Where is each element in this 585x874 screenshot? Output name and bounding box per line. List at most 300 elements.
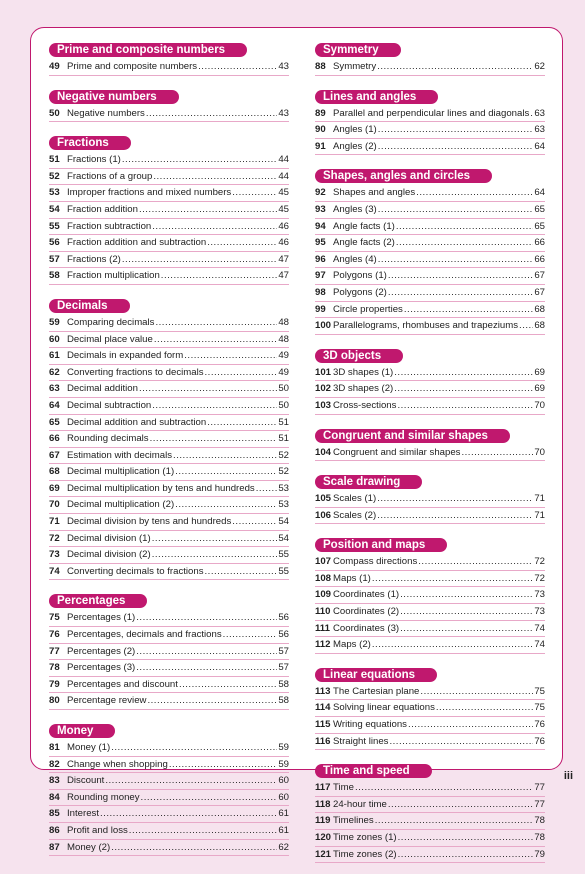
entry-title: Decimal division (2) (67, 549, 151, 561)
entry-page-number: 74 (534, 622, 545, 634)
toc-entry[interactable] (315, 571, 545, 588)
entry-title: Scales (1) (333, 493, 377, 505)
entry-title: Compass directions (333, 556, 418, 568)
entry-page-number: 59 (278, 742, 289, 753)
entry-title: Angle facts (1) (333, 220, 395, 232)
toc-entry[interactable] (315, 185, 545, 202)
toc-entry[interactable] (49, 677, 289, 694)
entry-number: 85 (49, 808, 60, 820)
entry-page-number: 76 (534, 719, 545, 731)
entry-title: Interest (67, 808, 99, 820)
toc-entry[interactable] (315, 734, 545, 751)
toc-entry[interactable] (315, 235, 545, 252)
entry-title: Money (1) (67, 742, 111, 753)
toc-section (315, 166, 545, 334)
toc-section (49, 721, 289, 856)
toc-entry[interactable] (49, 315, 289, 332)
entry-page-number: 44 (278, 154, 289, 166)
toc-entry[interactable] (49, 790, 289, 807)
dot-leader (223, 627, 278, 643)
entry-title: Rounding decimals (67, 433, 149, 445)
entry-title: Time (333, 782, 354, 794)
dot-leader (378, 139, 534, 155)
contents-page (30, 27, 563, 860)
dot-leader (400, 621, 533, 637)
entry-number: 96 (315, 253, 326, 265)
dot-leader (161, 268, 278, 284)
entry-title: The Cartesian plane (333, 685, 420, 697)
dot-leader (136, 610, 277, 626)
entry-title: Fraction addition and subtraction (67, 237, 207, 249)
dot-leader (141, 790, 278, 806)
entry-page-number: 69 (534, 366, 545, 378)
entry-number: 109 (315, 589, 332, 601)
entry-number: 50 (49, 107, 60, 119)
toc-entry[interactable] (315, 122, 545, 139)
entry-page-number: 73 (534, 589, 545, 601)
entry-page-number: 65 (534, 220, 545, 232)
toc-entry[interactable] (315, 398, 545, 415)
toc-entry[interactable] (49, 806, 289, 823)
toc-entry[interactable] (49, 381, 289, 398)
entry-number: 101 (315, 366, 332, 378)
toc-section (315, 665, 545, 750)
section-heading: Congruent and similar shapes (315, 429, 510, 443)
dot-leader (100, 806, 277, 822)
dot-leader (377, 491, 533, 507)
entry-number: 99 (315, 303, 326, 315)
entry-page-number: 49 (278, 350, 289, 362)
entry-page-number: 54 (278, 532, 289, 544)
entry-title: Prime and composite numbers (67, 61, 198, 72)
toc-section (315, 40, 545, 76)
toc-entry[interactable] (49, 235, 289, 252)
entry-title: Timelines (333, 815, 374, 827)
entry-page-number: 59 (278, 758, 289, 770)
toc-section (315, 761, 545, 863)
entry-number: 55 (49, 220, 60, 232)
dot-leader (111, 840, 277, 856)
entry-page-number: 70 (534, 446, 545, 458)
dot-leader (394, 381, 533, 397)
dot-leader (397, 398, 533, 414)
entry-number: 78 (49, 662, 60, 674)
toc-entry[interactable] (49, 757, 289, 774)
toc-section (49, 296, 289, 581)
toc-entry[interactable] (49, 840, 289, 857)
dot-leader (377, 59, 533, 75)
toc-entry[interactable] (315, 285, 545, 302)
toc-entry[interactable] (49, 59, 289, 76)
entry-page-number: 64 (534, 140, 545, 152)
toc-entry[interactable] (315, 318, 545, 335)
entry-number: 87 (49, 841, 60, 853)
toc-entry[interactable] (315, 106, 545, 123)
entry-title: Angle facts (2) (333, 237, 395, 249)
toc-entry[interactable] (49, 773, 289, 790)
entry-title: Fraction addition (67, 203, 138, 215)
toc-entry[interactable] (49, 564, 289, 581)
entry-title: Maps (1) (333, 572, 371, 584)
toc-entry[interactable] (315, 780, 545, 797)
entry-number: 120 (315, 832, 332, 843)
dot-leader (388, 797, 533, 813)
entry-page-number: 52 (278, 449, 289, 461)
entry-title: Converting decimals to fractions (67, 565, 204, 577)
toc-entry[interactable] (315, 445, 545, 462)
entry-title: Angles (1) (333, 124, 377, 136)
entry-page-number: 71 (534, 509, 545, 521)
entry-title: Decimal addition (67, 383, 138, 395)
toc-entry[interactable] (49, 332, 289, 349)
entry-page-number: 53 (278, 499, 289, 511)
entry-number: 58 (49, 270, 60, 282)
entry-title: Improper fractions and mixed numbers (67, 187, 232, 199)
entry-title: Discount (67, 775, 105, 787)
entry-title: Estimation with decimals (67, 449, 173, 461)
entry-number: 65 (49, 416, 60, 428)
entry-number: 112 (315, 639, 331, 651)
entry-page-number: 45 (278, 187, 289, 199)
entry-title: Decimal multiplication (2) (67, 499, 175, 511)
entry-number: 51 (49, 154, 60, 166)
entry-page-number: 63 (534, 107, 545, 119)
toc-entry[interactable] (315, 491, 545, 508)
entry-title: 3D shapes (2) (333, 383, 394, 395)
toc-entry[interactable] (315, 365, 545, 382)
entry-number: 118 (315, 798, 331, 810)
entry-page-number: 79 (534, 848, 545, 860)
toc-entry[interactable] (315, 59, 545, 76)
dot-leader (205, 365, 278, 381)
entry-page-number: 67 (534, 286, 545, 298)
entry-page-number: 47 (278, 270, 289, 282)
toc-entry[interactable] (315, 637, 545, 654)
toc-entry[interactable] (315, 268, 545, 285)
toc-entry[interactable] (49, 464, 289, 481)
section-heading: Linear equations (315, 668, 437, 682)
entry-title: Angles (2) (333, 140, 377, 152)
dot-leader (136, 644, 277, 660)
entry-page-number: 55 (278, 549, 289, 561)
entry-page-number: 56 (278, 629, 289, 641)
section-heading: Time and speed (315, 764, 432, 778)
toc-entry[interactable] (49, 348, 289, 365)
entry-title: Circle properties (333, 303, 403, 315)
toc-section (315, 535, 545, 654)
entry-title: Converting fractions to decimals (67, 366, 204, 378)
toc-entry[interactable] (49, 202, 289, 219)
toc-entry[interactable] (315, 717, 545, 734)
entry-title: Money (2) (67, 841, 111, 853)
entry-page-number: 62 (278, 841, 289, 853)
toc-entry[interactable] (49, 627, 289, 644)
entry-page-number: 77 (534, 798, 545, 810)
entry-title: Cross-sections (333, 399, 397, 411)
entry-number: 67 (49, 449, 60, 461)
entry-page-number: 69 (534, 383, 545, 395)
toc-entry[interactable] (315, 621, 545, 638)
entry-page-number: 52 (278, 466, 289, 478)
entry-title: Fractions (1) (67, 154, 121, 166)
entry-title: Decimal multiplication (1) (67, 466, 175, 478)
dot-leader (377, 508, 533, 524)
toc-entry[interactable] (315, 587, 545, 604)
toc-entry[interactable] (49, 152, 289, 169)
entry-title: Fractions (2) (67, 253, 121, 265)
section-heading: Fractions (49, 136, 131, 150)
entry-number: 111 (315, 622, 330, 634)
toc-entry[interactable] (315, 847, 545, 864)
toc-entry[interactable] (49, 693, 289, 710)
entry-title: Rounding money (67, 791, 140, 803)
entry-title: Decimal addition and subtraction (67, 416, 207, 428)
toc-entry[interactable] (315, 554, 545, 571)
entry-page-number: 50 (278, 383, 289, 395)
toc-entry[interactable] (49, 448, 289, 465)
entry-number: 83 (49, 775, 60, 787)
entry-page-number: 43 (278, 107, 289, 119)
dot-leader (394, 365, 533, 381)
toc-entry[interactable] (49, 106, 289, 123)
entry-title: Coordinates (2) (333, 606, 400, 618)
entry-title: Percentages (3) (67, 662, 136, 674)
dot-leader (111, 740, 277, 756)
entry-number: 69 (49, 482, 60, 494)
entry-page-number: 78 (534, 832, 545, 843)
dot-leader (136, 660, 277, 676)
entry-title: 24-hour time (333, 798, 387, 810)
dot-leader (152, 531, 278, 547)
toc-entry[interactable] (315, 797, 545, 814)
entry-title: Fraction multiplication (67, 270, 160, 282)
toc-entry[interactable] (49, 514, 289, 531)
entry-number: 119 (315, 815, 331, 827)
entry-title: Fractions of a group (67, 170, 153, 182)
entry-page-number: 68 (534, 303, 545, 315)
entry-number: 54 (49, 203, 60, 215)
toc-section (49, 87, 289, 123)
entry-number: 102 (315, 383, 332, 395)
toc-entry[interactable] (49, 823, 289, 840)
toc-entry[interactable] (315, 830, 545, 847)
toc-entry[interactable] (49, 365, 289, 382)
toc-entry[interactable] (315, 604, 545, 621)
dot-leader (150, 431, 278, 447)
entry-page-number: 57 (278, 662, 289, 674)
entry-number: 95 (315, 237, 326, 249)
entry-number: 68 (49, 466, 60, 478)
section-heading: Scale drawing (315, 475, 422, 489)
dot-leader (122, 152, 277, 168)
entry-page-number: 60 (278, 791, 289, 803)
entry-number: 89 (315, 107, 326, 119)
entry-page-number: 51 (278, 416, 289, 428)
entry-number: 121 (315, 848, 332, 860)
toc-entry[interactable] (49, 219, 289, 236)
dot-leader (388, 285, 533, 301)
entry-title: 3D shapes (1) (333, 366, 394, 378)
toc-entry[interactable] (315, 139, 545, 156)
toc-entry[interactable] (49, 398, 289, 415)
entry-number: 88 (315, 61, 326, 72)
entry-title: Writing equations (333, 719, 407, 731)
dot-leader (154, 332, 277, 348)
dot-leader (169, 757, 278, 773)
dot-leader (173, 448, 277, 464)
dot-leader (207, 235, 277, 251)
entry-page-number: 58 (278, 695, 289, 707)
entry-page-number: 67 (534, 270, 545, 282)
entry-title: Polygons (2) (333, 286, 387, 298)
entry-title: Decimal division by tens and hundreds (67, 516, 232, 528)
dot-leader (420, 684, 533, 700)
toc-entry[interactable] (49, 644, 289, 661)
toc-entry[interactable] (315, 202, 545, 219)
dot-leader (418, 554, 533, 570)
entry-title: Shapes and angles (333, 187, 416, 199)
toc-entry[interactable] (49, 169, 289, 186)
entry-page-number: 62 (534, 61, 545, 72)
toc-entry[interactable] (49, 185, 289, 202)
entry-number: 106 (315, 509, 332, 521)
entry-number: 113 (315, 685, 331, 697)
entry-number: 103 (315, 399, 332, 411)
dot-leader (198, 59, 277, 75)
dot-leader (530, 106, 533, 122)
section-heading: Decimals (49, 299, 130, 313)
entry-number: 77 (49, 645, 60, 657)
entry-number: 104 (315, 446, 332, 458)
dot-leader (155, 315, 277, 331)
toc-entry[interactable] (49, 252, 289, 269)
toc-entry[interactable] (315, 381, 545, 398)
toc-entry[interactable] (49, 660, 289, 677)
dot-leader (122, 252, 277, 268)
entry-number: 107 (315, 556, 332, 568)
dot-leader (416, 185, 533, 201)
section-heading: Prime and composite numbers (49, 43, 247, 57)
dot-leader (147, 693, 277, 709)
section-heading: Percentages (49, 594, 147, 608)
toc-entry[interactable] (315, 684, 545, 701)
toc-entry[interactable] (49, 268, 289, 285)
entry-title: Polygons (1) (333, 270, 387, 282)
entry-title: Time zones (1) (333, 832, 397, 843)
toc-entry[interactable] (49, 740, 289, 757)
entry-number: 73 (49, 549, 60, 561)
entry-number: 52 (49, 170, 60, 182)
toc-entry[interactable] (315, 252, 545, 269)
entry-number: 94 (315, 220, 326, 232)
entry-number: 84 (49, 791, 60, 803)
entry-title: Negative numbers (67, 107, 145, 119)
entry-number: 90 (315, 124, 326, 136)
entry-page-number: 74 (534, 639, 545, 651)
dot-leader (355, 780, 533, 796)
toc-entry[interactable] (49, 497, 289, 514)
entry-page-number: 55 (278, 565, 289, 577)
toc-entry[interactable] (315, 219, 545, 236)
toc-entry[interactable] (49, 531, 289, 548)
section-heading: Negative numbers (49, 90, 179, 104)
dot-leader (461, 445, 533, 461)
entry-page-number: 66 (534, 237, 545, 249)
entry-title: Percentages (1) (67, 612, 136, 624)
entry-title: Decimal subtraction (67, 399, 152, 411)
dot-leader (378, 252, 534, 268)
dot-leader (152, 547, 278, 563)
entry-number: 81 (49, 742, 60, 753)
entry-number: 97 (315, 270, 326, 282)
toc-section (49, 40, 289, 76)
toc-entry[interactable] (315, 302, 545, 319)
toc-entry[interactable] (315, 813, 545, 830)
page-number: iii (563, 770, 573, 782)
entry-page-number: 73 (534, 606, 545, 618)
dot-leader (378, 202, 534, 218)
entry-title: Percentage review (67, 695, 147, 707)
left-column (49, 40, 289, 867)
toc-entry[interactable] (49, 431, 289, 448)
dot-leader (152, 219, 277, 235)
entry-number: 60 (49, 333, 60, 345)
entry-number: 75 (49, 612, 60, 624)
toc-entry[interactable] (315, 700, 545, 717)
entry-page-number: 78 (534, 815, 545, 827)
entry-page-number: 60 (278, 775, 289, 787)
entry-title: Straight lines (333, 735, 389, 747)
section-heading: Lines and angles (315, 90, 438, 104)
entry-number: 92 (315, 187, 326, 199)
entry-page-number: 48 (278, 316, 289, 328)
entry-number: 79 (49, 678, 60, 690)
entry-number: 71 (49, 516, 60, 528)
entry-number: 117 (315, 782, 331, 794)
toc-entry[interactable] (315, 508, 545, 525)
section-heading: Symmetry (315, 43, 401, 57)
dot-leader (396, 235, 533, 251)
dot-leader (519, 318, 533, 334)
toc-section (315, 87, 545, 156)
entry-page-number: 50 (278, 399, 289, 411)
dot-leader (152, 398, 277, 414)
entry-number: 98 (315, 286, 326, 298)
entry-title: Maps (2) (333, 639, 371, 651)
entry-number: 56 (49, 237, 60, 249)
entry-page-number: 58 (278, 678, 289, 690)
entry-page-number: 77 (534, 782, 545, 794)
entry-title: Percentages, decimals and fractions (67, 629, 222, 641)
entry-title: Time zones (2) (333, 848, 397, 860)
dot-leader (175, 497, 277, 513)
toc-entry[interactable] (49, 481, 289, 498)
toc-entry[interactable] (49, 415, 289, 432)
entry-number: 64 (49, 399, 60, 411)
toc-entry[interactable] (49, 610, 289, 627)
entry-number: 70 (49, 499, 60, 511)
dot-leader (139, 202, 277, 218)
entry-number: 108 (315, 572, 332, 584)
toc-entry[interactable] (49, 547, 289, 564)
right-column (315, 40, 545, 874)
entry-number: 61 (49, 350, 60, 362)
dot-leader (396, 219, 533, 235)
entry-page-number: 46 (278, 220, 289, 232)
entry-number: 80 (49, 695, 60, 707)
dot-leader (400, 587, 533, 603)
entry-title: Angles (4) (333, 253, 377, 265)
